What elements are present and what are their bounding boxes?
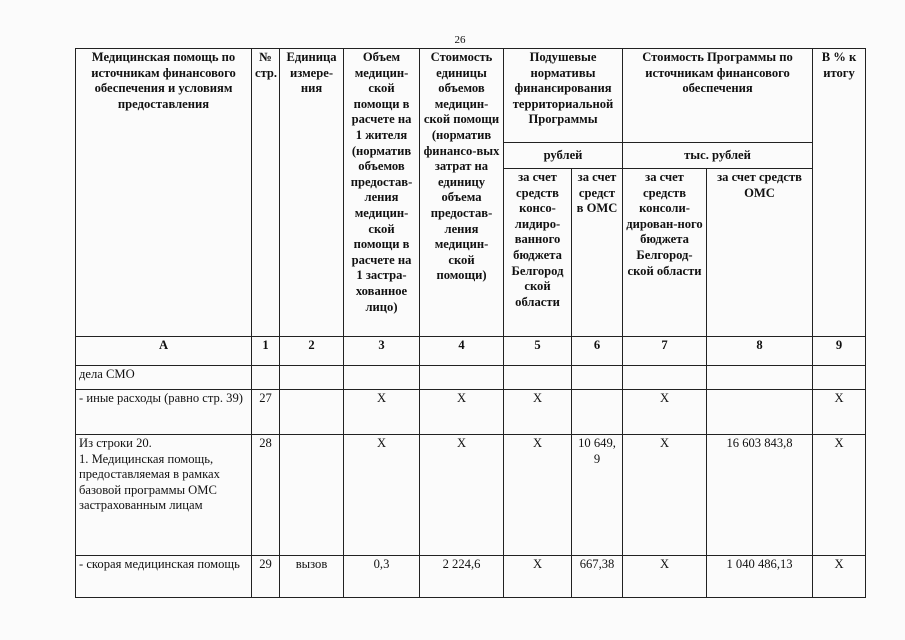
col-number: 8 xyxy=(707,337,813,366)
header-col-a: Медицинская помощь по источникам финансового обеспечения и условиям предоставления xyxy=(76,49,252,337)
cell-col-7: Х xyxy=(623,390,707,435)
cell-col-4: 2 224,6 xyxy=(420,556,504,598)
table-row xyxy=(76,390,866,435)
cell-col-9: Х xyxy=(813,390,866,435)
cell-col-7: Х xyxy=(623,435,707,556)
cell-col-3: Х xyxy=(344,390,420,435)
col-number: 3 xyxy=(344,337,420,366)
row-number: 29 xyxy=(252,556,280,598)
cell-col-4: Х xyxy=(420,435,504,556)
cell-col-5 xyxy=(504,366,572,390)
cell-col-8: 1 040 486,13 xyxy=(707,556,813,598)
col-number: 5 xyxy=(504,337,572,366)
header-col-3: Объем медицин-ской помощи в расчете на 1 жителя (норматив объемов предостав-ления медицин-ской помощи в расчете на 1 застра-хованное лицо) xyxy=(344,49,420,337)
cell-col-8 xyxy=(707,390,813,435)
cell-col-6: 10 649,9 xyxy=(572,435,623,556)
cell-col-3: Х xyxy=(344,435,420,556)
header-col-7-8: Стоимость Программы по источникам финансового обеспечения xyxy=(623,49,813,143)
header-unit-thousand-rubles: тыс. рублей xyxy=(623,143,813,169)
row-label: - скорая медицинская помощь xyxy=(76,556,252,598)
cell-col-9: Х xyxy=(813,556,866,598)
header-col-4: Стоимость единицы объемов медицин-ской помощи (норматив финансо-вых затрат на единицу объема предостав-ления медицин-ской помощи) xyxy=(420,49,504,337)
financing-table xyxy=(75,48,866,598)
row-number xyxy=(252,366,280,390)
header-col-1: № стр. xyxy=(252,49,280,337)
page-number: 26 xyxy=(454,34,466,46)
row-label: дела СМО xyxy=(76,366,252,390)
cell-col-3: 0,3 xyxy=(344,556,420,598)
col-number: 2 xyxy=(280,337,344,366)
table-row xyxy=(76,556,866,598)
table-row xyxy=(76,366,866,390)
header-col-5-6: Подушевые нормативы финансирования территориальной Программы xyxy=(504,49,623,143)
cell-col-5: Х xyxy=(504,435,572,556)
cell-col-6 xyxy=(572,366,623,390)
cell-col-9 xyxy=(813,366,866,390)
header-col-2: Единица измере-ния xyxy=(280,49,344,337)
cell-col-5: Х xyxy=(504,556,572,598)
cell-col-7 xyxy=(623,366,707,390)
col-number: 4 xyxy=(420,337,504,366)
col-number: 7 xyxy=(623,337,707,366)
cell-col-3 xyxy=(344,366,420,390)
cell-unit xyxy=(280,366,344,390)
header-col-5: за счет средств консо-лидиро-ванного бюджета Белгород ской области xyxy=(504,169,572,337)
cell-col-4 xyxy=(420,366,504,390)
row-number: 28 xyxy=(252,435,280,556)
cell-unit: вызов xyxy=(280,556,344,598)
table-row xyxy=(76,435,866,556)
cell-col-4: Х xyxy=(420,390,504,435)
col-number: 1 xyxy=(252,337,280,366)
cell-col-5: Х xyxy=(504,390,572,435)
row-label: - иные расходы (равно стр. 39) xyxy=(76,390,252,435)
cell-unit xyxy=(280,435,344,556)
cell-unit xyxy=(280,390,344,435)
cell-col-9: Х xyxy=(813,435,866,556)
row-number: 27 xyxy=(252,390,280,435)
header-col-7: за счет средств консоли-дирован-ного бюджета Белгород-ской области xyxy=(623,169,707,337)
header-col-8: за счет средств ОМС xyxy=(707,169,813,337)
header-col-6: за счет средст в ОМС xyxy=(572,169,623,337)
col-number: 6 xyxy=(572,337,623,366)
col-number: А xyxy=(76,337,252,366)
header-unit-rubles: рублей xyxy=(504,143,623,169)
cell-col-7: Х xyxy=(623,556,707,598)
cell-col-8 xyxy=(707,366,813,390)
cell-col-8: 16 603 843,8 xyxy=(707,435,813,556)
cell-col-6 xyxy=(572,390,623,435)
row-label: Из строки 20. 1. Медицинская помощь, предоставляемая в рамках базовой программы ОМС застрахованным лицам xyxy=(76,435,252,556)
cell-col-6: 667,38 xyxy=(572,556,623,598)
header-col-9: В % к итогу xyxy=(813,49,866,337)
col-number: 9 xyxy=(813,337,866,366)
